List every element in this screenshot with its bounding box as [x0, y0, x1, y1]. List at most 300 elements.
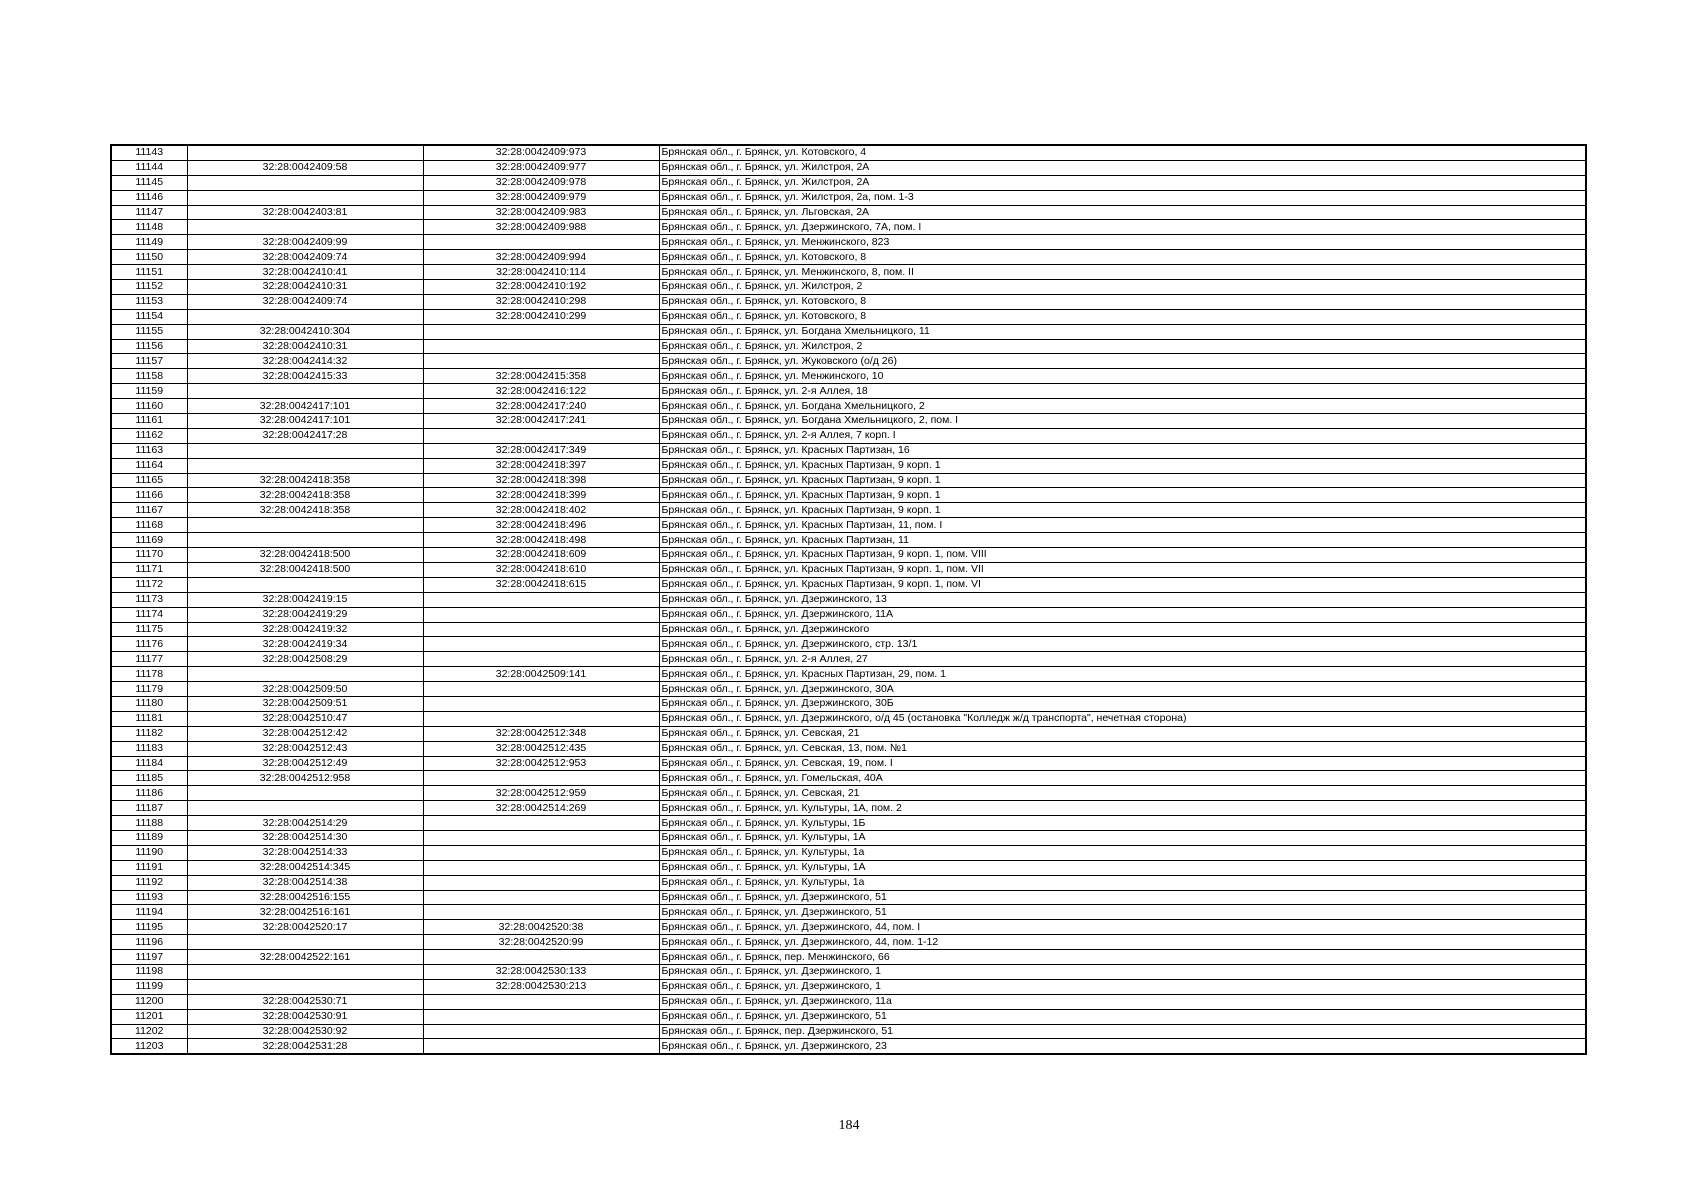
- table-row: [111, 369, 1586, 384]
- table-row: [111, 1009, 1586, 1024]
- land-cadastral-number-cell: 32:28:0042530:92: [187, 1024, 423, 1039]
- address-cell: Брянская обл., г. Брянск, ул. Богдана Хмельницкого, 2: [659, 399, 1586, 414]
- address-cell: Брянская обл., г. Брянск, ул. Севская, 21: [659, 786, 1586, 801]
- object-cadastral-number-cell: 32:28:0042410:299: [423, 309, 659, 324]
- address-cell: Брянская обл., г. Брянск, ул. Гомельская, 40А: [659, 771, 1586, 786]
- object-cadastral-number-cell: 32:28:0042418:402: [423, 503, 659, 518]
- registry-table-body: [111, 145, 1586, 1054]
- object-cadastral-number-cell: [423, 1024, 659, 1039]
- table-row: [111, 890, 1586, 905]
- land-cadastral-number-cell: 32:28:0042418:500: [187, 562, 423, 577]
- object-cadastral-number-cell: 32:28:0042530:213: [423, 979, 659, 994]
- row-number-cell: 11174: [111, 607, 187, 622]
- object-cadastral-number-cell: 32:28:0042409:994: [423, 250, 659, 265]
- address-cell: Брянская обл., г. Брянск, ул. Культуры, 1а: [659, 875, 1586, 890]
- land-cadastral-number-cell: 32:28:0042410:31: [187, 280, 423, 295]
- row-number-cell: 11173: [111, 592, 187, 607]
- address-cell: Брянская обл., г. Брянск, ул. Дзержинского, 51: [659, 890, 1586, 905]
- row-number-cell: 11176: [111, 637, 187, 652]
- object-cadastral-number-cell: 32:28:0042512:435: [423, 741, 659, 756]
- land-cadastral-number-cell: 32:28:0042410:304: [187, 324, 423, 339]
- land-cadastral-number-cell: 32:28:0042419:15: [187, 592, 423, 607]
- table-row: [111, 801, 1586, 816]
- land-cadastral-number-cell: 32:28:0042514:30: [187, 830, 423, 845]
- row-number-cell: 11151: [111, 265, 187, 280]
- table-row: [111, 145, 1586, 160]
- object-cadastral-number-cell: [423, 994, 659, 1009]
- object-cadastral-number-cell: [423, 711, 659, 726]
- object-cadastral-number-cell: 32:28:0042417:240: [423, 399, 659, 414]
- row-number-cell: 11167: [111, 503, 187, 518]
- object-cadastral-number-cell: 32:28:0042418:496: [423, 518, 659, 533]
- land-cadastral-number-cell: [187, 518, 423, 533]
- object-cadastral-number-cell: [423, 592, 659, 607]
- land-cadastral-number-cell: [187, 220, 423, 235]
- land-cadastral-number-cell: 32:28:0042415:33: [187, 369, 423, 384]
- row-number-cell: 11160: [111, 399, 187, 414]
- row-number-cell: 11146: [111, 190, 187, 205]
- object-cadastral-number-cell: [423, 875, 659, 890]
- land-cadastral-number-cell: [187, 935, 423, 950]
- row-number-cell: 11165: [111, 473, 187, 488]
- table-row: [111, 428, 1586, 443]
- land-cadastral-number-cell: 32:28:0042409:58: [187, 160, 423, 175]
- address-cell: Брянская обл., г. Брянск, ул. Менжинского, 10: [659, 369, 1586, 384]
- land-cadastral-number-cell: 32:28:0042510:47: [187, 711, 423, 726]
- row-number-cell: 11157: [111, 354, 187, 369]
- row-number-cell: 11172: [111, 577, 187, 592]
- object-cadastral-number-cell: [423, 682, 659, 697]
- land-cadastral-number-cell: 32:28:0042509:50: [187, 682, 423, 697]
- row-number-cell: 11147: [111, 205, 187, 220]
- object-cadastral-number-cell: 32:28:0042417:349: [423, 443, 659, 458]
- address-cell: Брянская обл., г. Брянск, ул. Дзержинского, 13: [659, 592, 1586, 607]
- object-cadastral-number-cell: [423, 905, 659, 920]
- object-cadastral-number-cell: 32:28:0042410:114: [423, 265, 659, 280]
- object-cadastral-number-cell: [423, 1039, 659, 1054]
- land-cadastral-number-cell: 32:28:0042409:74: [187, 294, 423, 309]
- object-cadastral-number-cell: 32:28:0042512:953: [423, 756, 659, 771]
- object-cadastral-number-cell: 32:28:0042409:988: [423, 220, 659, 235]
- object-cadastral-number-cell: 32:28:0042409:983: [423, 205, 659, 220]
- address-cell: Брянская обл., г. Брянск, ул. Дзержинского, о/д 45 (остановка "Колледж ж/д транспорта", нечетная сторона): [659, 711, 1586, 726]
- object-cadastral-number-cell: 32:28:0042514:269: [423, 801, 659, 816]
- object-cadastral-number-cell: 32:28:0042409:979: [423, 190, 659, 205]
- row-number-cell: 11143: [111, 145, 187, 160]
- land-cadastral-number-cell: [187, 309, 423, 324]
- table-row: [111, 324, 1586, 339]
- row-number-cell: 11145: [111, 175, 187, 190]
- object-cadastral-number-cell: [423, 771, 659, 786]
- address-cell: Брянская обл., г. Брянск, ул. Богдана Хмельницкого, 2, пом. I: [659, 414, 1586, 429]
- object-cadastral-number-cell: 32:28:0042418:399: [423, 488, 659, 503]
- table-row: [111, 1039, 1586, 1054]
- table-row: [111, 771, 1586, 786]
- object-cadastral-number-cell: 32:28:0042512:348: [423, 726, 659, 741]
- address-cell: Брянская обл., г. Брянск, ул. Красных Партизан, 9 корп. 1: [659, 503, 1586, 518]
- table-row: [111, 503, 1586, 518]
- land-cadastral-number-cell: 32:28:0042508:29: [187, 652, 423, 667]
- object-cadastral-number-cell: 32:28:0042418:615: [423, 577, 659, 592]
- address-cell: Брянская обл., г. Брянск, ул. Дзержинского, 11А: [659, 607, 1586, 622]
- land-cadastral-number-cell: 32:28:0042418:358: [187, 503, 423, 518]
- land-cadastral-number-cell: 32:28:0042514:38: [187, 875, 423, 890]
- table-row: [111, 756, 1586, 771]
- row-number-cell: 11193: [111, 890, 187, 905]
- row-number-cell: 11190: [111, 845, 187, 860]
- table-row: [111, 950, 1586, 965]
- address-cell: Брянская обл., г. Брянск, ул. Севская, 21: [659, 726, 1586, 741]
- address-cell: Брянская обл., г. Брянск, ул. 2-я Аллея, 18: [659, 384, 1586, 399]
- table-row: [111, 875, 1586, 890]
- row-number-cell: 11198: [111, 964, 187, 979]
- address-cell: Брянская обл., г. Брянск, ул. Красных Партизан, 11, пом. I: [659, 518, 1586, 533]
- table-row: [111, 905, 1586, 920]
- row-number-cell: 11177: [111, 652, 187, 667]
- row-number-cell: 11187: [111, 801, 187, 816]
- object-cadastral-number-cell: [423, 235, 659, 250]
- row-number-cell: 11158: [111, 369, 187, 384]
- registry-table: [110, 144, 1587, 1055]
- table-row: [111, 682, 1586, 697]
- land-cadastral-number-cell: [187, 145, 423, 160]
- object-cadastral-number-cell: 32:28:0042418:498: [423, 533, 659, 548]
- row-number-cell: 11178: [111, 667, 187, 682]
- table-row: [111, 711, 1586, 726]
- land-cadastral-number-cell: [187, 786, 423, 801]
- object-cadastral-number-cell: 32:28:0042418:397: [423, 458, 659, 473]
- row-number-cell: 11155: [111, 324, 187, 339]
- address-cell: Брянская обл., г. Брянск, ул. Жилстроя, 2: [659, 280, 1586, 295]
- object-cadastral-number-cell: [423, 1009, 659, 1024]
- object-cadastral-number-cell: 32:28:0042409:973: [423, 145, 659, 160]
- object-cadastral-number-cell: 32:28:0042418:610: [423, 562, 659, 577]
- land-cadastral-number-cell: [187, 801, 423, 816]
- address-cell: Брянская обл., г. Брянск, ул. Жилстроя, 2А: [659, 175, 1586, 190]
- row-number-cell: 11168: [111, 518, 187, 533]
- land-cadastral-number-cell: 32:28:0042418:500: [187, 548, 423, 563]
- row-number-cell: 11202: [111, 1024, 187, 1039]
- address-cell: Брянская обл., г. Брянск, пер. Менжинского, 66: [659, 950, 1586, 965]
- row-number-cell: 11188: [111, 816, 187, 831]
- row-number-cell: 11149: [111, 235, 187, 250]
- address-cell: Брянская обл., г. Брянск, ул. Дзержинского, 1: [659, 979, 1586, 994]
- object-cadastral-number-cell: 32:28:0042509:141: [423, 667, 659, 682]
- land-cadastral-number-cell: 32:28:0042509:51: [187, 696, 423, 711]
- table-row: [111, 354, 1586, 369]
- address-cell: Брянская обл., г. Брянск, ул. Культуры, 1А, пом. 2: [659, 801, 1586, 816]
- row-number-cell: 11195: [111, 920, 187, 935]
- table-row: [111, 979, 1586, 994]
- row-number-cell: 11200: [111, 994, 187, 1009]
- object-cadastral-number-cell: [423, 354, 659, 369]
- table-row: [111, 309, 1586, 324]
- row-number-cell: 11159: [111, 384, 187, 399]
- table-row: [111, 830, 1586, 845]
- row-number-cell: 11191: [111, 860, 187, 875]
- row-number-cell: 11152: [111, 280, 187, 295]
- land-cadastral-number-cell: [187, 384, 423, 399]
- address-cell: Брянская обл., г. Брянск, ул. Севская, 19, пом. I: [659, 756, 1586, 771]
- table-row: [111, 250, 1586, 265]
- row-number-cell: 11169: [111, 533, 187, 548]
- object-cadastral-number-cell: [423, 324, 659, 339]
- land-cadastral-number-cell: 32:28:0042418:358: [187, 473, 423, 488]
- land-cadastral-number-cell: [187, 443, 423, 458]
- address-cell: Брянская обл., г. Брянск, ул. Красных Партизан, 9 корп. 1: [659, 488, 1586, 503]
- address-cell: Брянская обл., г. Брянск, ул. Менжинского, 8, пом. II: [659, 265, 1586, 280]
- address-cell: Брянская обл., г. Брянск, ул. Котовского, 4: [659, 145, 1586, 160]
- table-row: [111, 696, 1586, 711]
- address-cell: Брянская обл., г. Брянск, ул. Льговская, 2А: [659, 205, 1586, 220]
- address-cell: Брянская обл., г. Брянск, ул. Красных Партизан, 16: [659, 443, 1586, 458]
- table-row: [111, 518, 1586, 533]
- object-cadastral-number-cell: 32:28:0042417:241: [423, 414, 659, 429]
- object-cadastral-number-cell: [423, 339, 659, 354]
- address-cell: Брянская обл., г. Брянск, ул. Дзержинского, 51: [659, 905, 1586, 920]
- row-number-cell: 11144: [111, 160, 187, 175]
- land-cadastral-number-cell: 32:28:0042514:345: [187, 860, 423, 875]
- table-row: [111, 964, 1586, 979]
- table-row: [111, 414, 1586, 429]
- address-cell: Брянская обл., г. Брянск, ул. Дзержинского, 11а: [659, 994, 1586, 1009]
- object-cadastral-number-cell: 32:28:0042512:959: [423, 786, 659, 801]
- table-row: [111, 280, 1586, 295]
- object-cadastral-number-cell: [423, 950, 659, 965]
- table-row: [111, 265, 1586, 280]
- object-cadastral-number-cell: [423, 860, 659, 875]
- table-row: [111, 458, 1586, 473]
- address-cell: Брянская обл., г. Брянск, ул. Дзержинского, 7А, пом. I: [659, 220, 1586, 235]
- land-cadastral-number-cell: [187, 964, 423, 979]
- table-row: [111, 339, 1586, 354]
- land-cadastral-number-cell: [187, 979, 423, 994]
- row-number-cell: 11192: [111, 875, 187, 890]
- table-row: [111, 860, 1586, 875]
- address-cell: Брянская обл., г. Брянск, ул. Жилстроя, 2а, пом. 1-3: [659, 190, 1586, 205]
- row-number-cell: 11199: [111, 979, 187, 994]
- table-row: [111, 786, 1586, 801]
- land-cadastral-number-cell: 32:28:0042514:29: [187, 816, 423, 831]
- registry-table-container: [110, 144, 1587, 1055]
- table-row: [111, 473, 1586, 488]
- land-cadastral-number-cell: 32:28:0042417:101: [187, 399, 423, 414]
- table-row: [111, 577, 1586, 592]
- row-number-cell: 11154: [111, 309, 187, 324]
- object-cadastral-number-cell: [423, 652, 659, 667]
- address-cell: Брянская обл., г. Брянск, ул. Культуры, 1А: [659, 830, 1586, 845]
- row-number-cell: 11153: [111, 294, 187, 309]
- land-cadastral-number-cell: 32:28:0042418:358: [187, 488, 423, 503]
- address-cell: Брянская обл., г. Брянск, ул. Котовского, 8: [659, 250, 1586, 265]
- table-row: [111, 816, 1586, 831]
- land-cadastral-number-cell: [187, 175, 423, 190]
- row-number-cell: 11164: [111, 458, 187, 473]
- land-cadastral-number-cell: 32:28:0042414:32: [187, 354, 423, 369]
- table-row: [111, 592, 1586, 607]
- land-cadastral-number-cell: 32:28:0042516:155: [187, 890, 423, 905]
- row-number-cell: 11183: [111, 741, 187, 756]
- row-number-cell: 11156: [111, 339, 187, 354]
- table-row: [111, 488, 1586, 503]
- land-cadastral-number-cell: 32:28:0042419:34: [187, 637, 423, 652]
- address-cell: Брянская обл., г. Брянск, ул. Культуры, 1а: [659, 845, 1586, 860]
- table-row: [111, 220, 1586, 235]
- table-row: [111, 205, 1586, 220]
- object-cadastral-number-cell: [423, 428, 659, 443]
- land-cadastral-number-cell: 32:28:0042403:81: [187, 205, 423, 220]
- land-cadastral-number-cell: 32:28:0042410:41: [187, 265, 423, 280]
- table-row: [111, 935, 1586, 950]
- address-cell: Брянская обл., г. Брянск, ул. Красных Партизан, 9 корп. 1, пом. VI: [659, 577, 1586, 592]
- row-number-cell: 11162: [111, 428, 187, 443]
- table-row: [111, 443, 1586, 458]
- address-cell: Брянская обл., г. Брянск, ул. Жилстроя, 2А: [659, 160, 1586, 175]
- address-cell: Брянская обл., г. Брянск, ул. Жуковского (о/д 26): [659, 354, 1586, 369]
- address-cell: Брянская обл., г. Брянск, ул. Дзержинского, 1: [659, 964, 1586, 979]
- address-cell: Брянская обл., г. Брянск, ул. 2-я Аллея, 27: [659, 652, 1586, 667]
- land-cadastral-number-cell: 32:28:0042409:99: [187, 235, 423, 250]
- table-row: [111, 741, 1586, 756]
- address-cell: Брянская обл., г. Брянск, ул. Котовского, 8: [659, 294, 1586, 309]
- object-cadastral-number-cell: 32:28:0042530:133: [423, 964, 659, 979]
- address-cell: Брянская обл., г. Брянск, ул. Дзержинского, 44, пом. 1-12: [659, 935, 1586, 950]
- table-row: [111, 562, 1586, 577]
- table-row: [111, 175, 1586, 190]
- table-row: [111, 548, 1586, 563]
- table-row: [111, 726, 1586, 741]
- row-number-cell: 11194: [111, 905, 187, 920]
- address-cell: Брянская обл., г. Брянск, ул. Красных Партизан, 11: [659, 533, 1586, 548]
- row-number-cell: 11150: [111, 250, 187, 265]
- address-cell: Брянская обл., г. Брянск, ул. Красных Партизан, 9 корп. 1: [659, 473, 1586, 488]
- land-cadastral-number-cell: 32:28:0042520:17: [187, 920, 423, 935]
- land-cadastral-number-cell: [187, 533, 423, 548]
- row-number-cell: 11201: [111, 1009, 187, 1024]
- land-cadastral-number-cell: 32:28:0042512:49: [187, 756, 423, 771]
- address-cell: Брянская обл., г. Брянск, ул. Богдана Хмельницкого, 11: [659, 324, 1586, 339]
- address-cell: Брянская обл., г. Брянск, ул. Красных Партизан, 9 корп. 1, пом. VIII: [659, 548, 1586, 563]
- land-cadastral-number-cell: 32:28:0042514:33: [187, 845, 423, 860]
- address-cell: Брянская обл., г. Брянск, ул. Красных Партизан, 9 корп. 1: [659, 458, 1586, 473]
- object-cadastral-number-cell: 32:28:0042520:99: [423, 935, 659, 950]
- land-cadastral-number-cell: 32:28:0042409:74: [187, 250, 423, 265]
- land-cadastral-number-cell: 32:28:0042530:91: [187, 1009, 423, 1024]
- row-number-cell: 11185: [111, 771, 187, 786]
- row-number-cell: 11182: [111, 726, 187, 741]
- table-row: [111, 994, 1586, 1009]
- address-cell: Брянская обл., г. Брянск, ул. Дзержинского, 23: [659, 1039, 1586, 1054]
- row-number-cell: 11148: [111, 220, 187, 235]
- object-cadastral-number-cell: 32:28:0042409:978: [423, 175, 659, 190]
- land-cadastral-number-cell: 32:28:0042410:31: [187, 339, 423, 354]
- address-cell: Брянская обл., г. Брянск, ул. Дзержинского, 51: [659, 1009, 1586, 1024]
- address-cell: Брянская обл., г. Брянск, ул. Дзержинского: [659, 622, 1586, 637]
- table-row: [111, 399, 1586, 414]
- table-row: [111, 235, 1586, 250]
- object-cadastral-number-cell: 32:28:0042418:609: [423, 548, 659, 563]
- land-cadastral-number-cell: [187, 190, 423, 205]
- object-cadastral-number-cell: 32:28:0042416:122: [423, 384, 659, 399]
- object-cadastral-number-cell: [423, 696, 659, 711]
- row-number-cell: 11180: [111, 696, 187, 711]
- object-cadastral-number-cell: [423, 622, 659, 637]
- land-cadastral-number-cell: [187, 458, 423, 473]
- table-row: [111, 607, 1586, 622]
- object-cadastral-number-cell: [423, 816, 659, 831]
- land-cadastral-number-cell: 32:28:0042512:42: [187, 726, 423, 741]
- object-cadastral-number-cell: 32:28:0042410:192: [423, 280, 659, 295]
- land-cadastral-number-cell: 32:28:0042417:28: [187, 428, 423, 443]
- land-cadastral-number-cell: 32:28:0042419:29: [187, 607, 423, 622]
- object-cadastral-number-cell: [423, 607, 659, 622]
- row-number-cell: 11163: [111, 443, 187, 458]
- object-cadastral-number-cell: [423, 845, 659, 860]
- table-row: [111, 294, 1586, 309]
- table-row: [111, 845, 1586, 860]
- address-cell: Брянская обл., г. Брянск, ул. Дзержинского, 44, пом. I: [659, 920, 1586, 935]
- page-number: 184: [838, 1118, 860, 1133]
- row-number-cell: 11161: [111, 414, 187, 429]
- land-cadastral-number-cell: 32:28:0042530:71: [187, 994, 423, 1009]
- address-cell: Брянская обл., г. Брянск, пер. Дзержинского, 51: [659, 1024, 1586, 1039]
- table-row: [111, 1024, 1586, 1039]
- address-cell: Брянская обл., г. Брянск, ул. Красных Партизан, 9 корп. 1, пом. VII: [659, 562, 1586, 577]
- land-cadastral-number-cell: 32:28:0042417:101: [187, 414, 423, 429]
- table-row: [111, 667, 1586, 682]
- address-cell: Брянская обл., г. Брянск, ул. Котовского, 8: [659, 309, 1586, 324]
- land-cadastral-number-cell: 32:28:0042512:958: [187, 771, 423, 786]
- address-cell: Брянская обл., г. Брянск, ул. Красных Партизан, 29, пом. 1: [659, 667, 1586, 682]
- row-number-cell: 11175: [111, 622, 187, 637]
- table-row: [111, 637, 1586, 652]
- address-cell: Брянская обл., г. Брянск, ул. Дзержинского, 30Б: [659, 696, 1586, 711]
- table-row: [111, 384, 1586, 399]
- object-cadastral-number-cell: [423, 637, 659, 652]
- address-cell: Брянская обл., г. Брянск, ул. Культуры, 1Б: [659, 816, 1586, 831]
- land-cadastral-number-cell: 32:28:0042419:32: [187, 622, 423, 637]
- object-cadastral-number-cell: [423, 830, 659, 845]
- object-cadastral-number-cell: 32:28:0042418:398: [423, 473, 659, 488]
- row-number-cell: 11184: [111, 756, 187, 771]
- object-cadastral-number-cell: 32:28:0042410:298: [423, 294, 659, 309]
- row-number-cell: 11197: [111, 950, 187, 965]
- land-cadastral-number-cell: [187, 577, 423, 592]
- land-cadastral-number-cell: 32:28:0042531:28: [187, 1039, 423, 1054]
- table-row: [111, 160, 1586, 175]
- land-cadastral-number-cell: 32:28:0042516:161: [187, 905, 423, 920]
- row-number-cell: 11186: [111, 786, 187, 801]
- address-cell: Брянская обл., г. Брянск, ул. Дзержинского, стр. 13/1: [659, 637, 1586, 652]
- object-cadastral-number-cell: [423, 890, 659, 905]
- address-cell: Брянская обл., г. Брянск, ул. Севская, 13, пом. №1: [659, 741, 1586, 756]
- table-row: [111, 652, 1586, 667]
- address-cell: Брянская обл., г. Брянск, ул. 2-я Аллея, 7 корп. I: [659, 428, 1586, 443]
- row-number-cell: 11171: [111, 562, 187, 577]
- land-cadastral-number-cell: 32:28:0042522:161: [187, 950, 423, 965]
- address-cell: Брянская обл., г. Брянск, ул. Дзержинского, 30А: [659, 682, 1586, 697]
- address-cell: Брянская обл., г. Брянск, ул. Жилстроя, 2: [659, 339, 1586, 354]
- table-row: [111, 190, 1586, 205]
- land-cadastral-number-cell: [187, 667, 423, 682]
- address-cell: Брянская обл., г. Брянск, ул. Культуры, 1А: [659, 860, 1586, 875]
- row-number-cell: 11170: [111, 548, 187, 563]
- land-cadastral-number-cell: 32:28:0042512:43: [187, 741, 423, 756]
- table-row: [111, 533, 1586, 548]
- row-number-cell: 11189: [111, 830, 187, 845]
- object-cadastral-number-cell: 32:28:0042520:38: [423, 920, 659, 935]
- row-number-cell: 11166: [111, 488, 187, 503]
